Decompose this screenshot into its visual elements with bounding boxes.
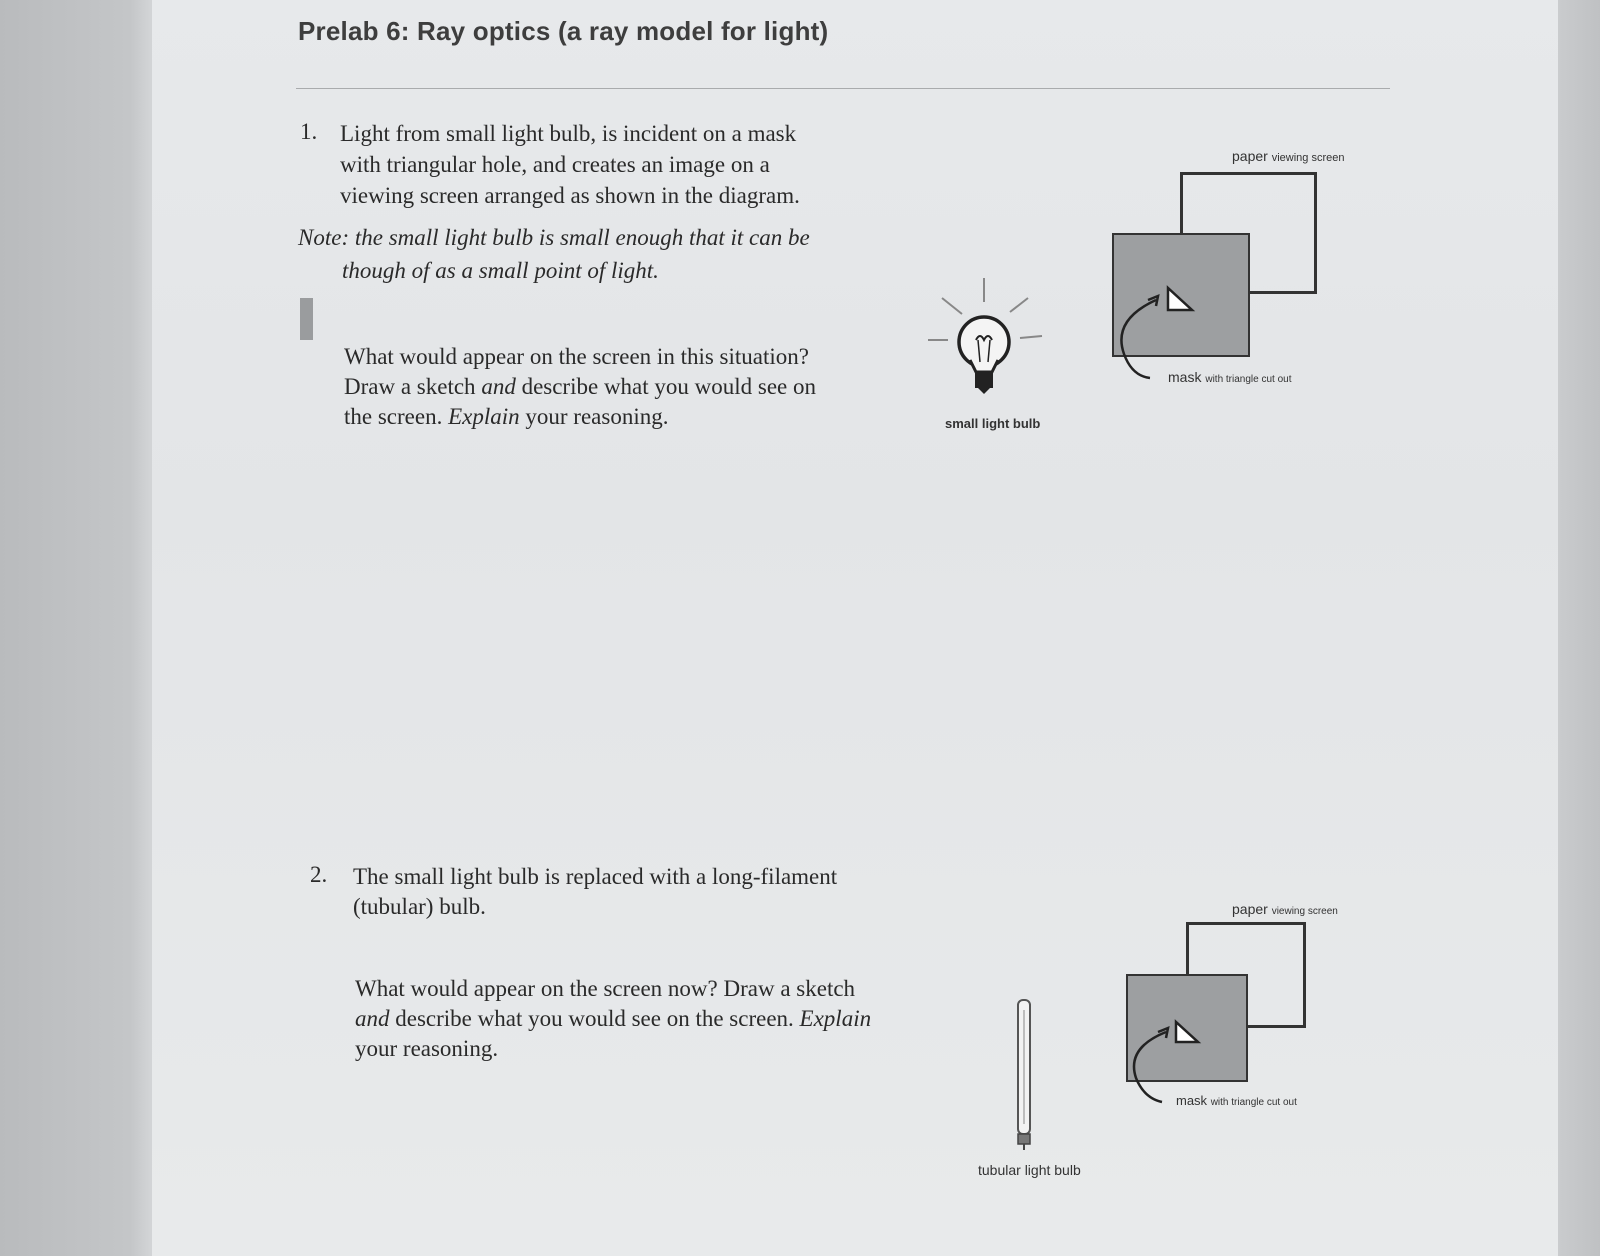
q1-screen-label: paper viewing screen — [1232, 148, 1345, 164]
q2-ask-line-1: What would appear on the screen now? Draw a sketch — [355, 976, 856, 1001]
q1-mask-label: mask with triangle cut out — [1168, 369, 1292, 385]
q2-line-1: The small light bulb is replaced with a long-filament — [353, 864, 838, 889]
small-light-bulb-icon — [918, 276, 1048, 406]
q1-ask-line-2: Draw a sketch and describe what you would see on — [344, 374, 817, 399]
q1-line-1: Light from small light bulb, is incident on a mask — [340, 121, 797, 146]
margin-marker — [300, 298, 313, 340]
page-title: Prelab 6: Ray optics (a ray model for light) — [298, 16, 829, 46]
q1-note-line-2: though of as a small point of light. — [342, 258, 659, 283]
q1-ask-line-3: the screen. Explain your reasoning. — [344, 404, 669, 429]
q1-bulb-label: small light bulb — [945, 416, 1041, 431]
q2-number: 2. — [310, 862, 328, 887]
q2-ask-line-2: and describe what you would see on the screen. Explain — [355, 1006, 872, 1031]
q2-screen-label: paper viewing screen — [1232, 901, 1338, 917]
q1-number: 1. — [300, 119, 318, 144]
q1-ask-line-1: What would appear on the screen in this situation? — [344, 344, 809, 369]
q1-note-line-1: Note: the small light bulb is small enough that it can be — [298, 225, 810, 250]
q2-line-2: (tubular) bulb. — [353, 894, 486, 919]
q1-line-2: with triangular hole, and creates an image on a — [340, 152, 770, 177]
q1-line-3: viewing screen arranged as shown in the diagram. — [340, 183, 800, 208]
q2-ask-line-3: your reasoning. — [355, 1036, 499, 1061]
q2-bulb-label: tubular light bulb — [978, 1162, 1081, 1178]
q2-mask-label: mask with triangle cut out — [1176, 1093, 1297, 1108]
tubular-light-bulb-icon — [1010, 996, 1040, 1156]
title-divider — [296, 88, 1390, 89]
